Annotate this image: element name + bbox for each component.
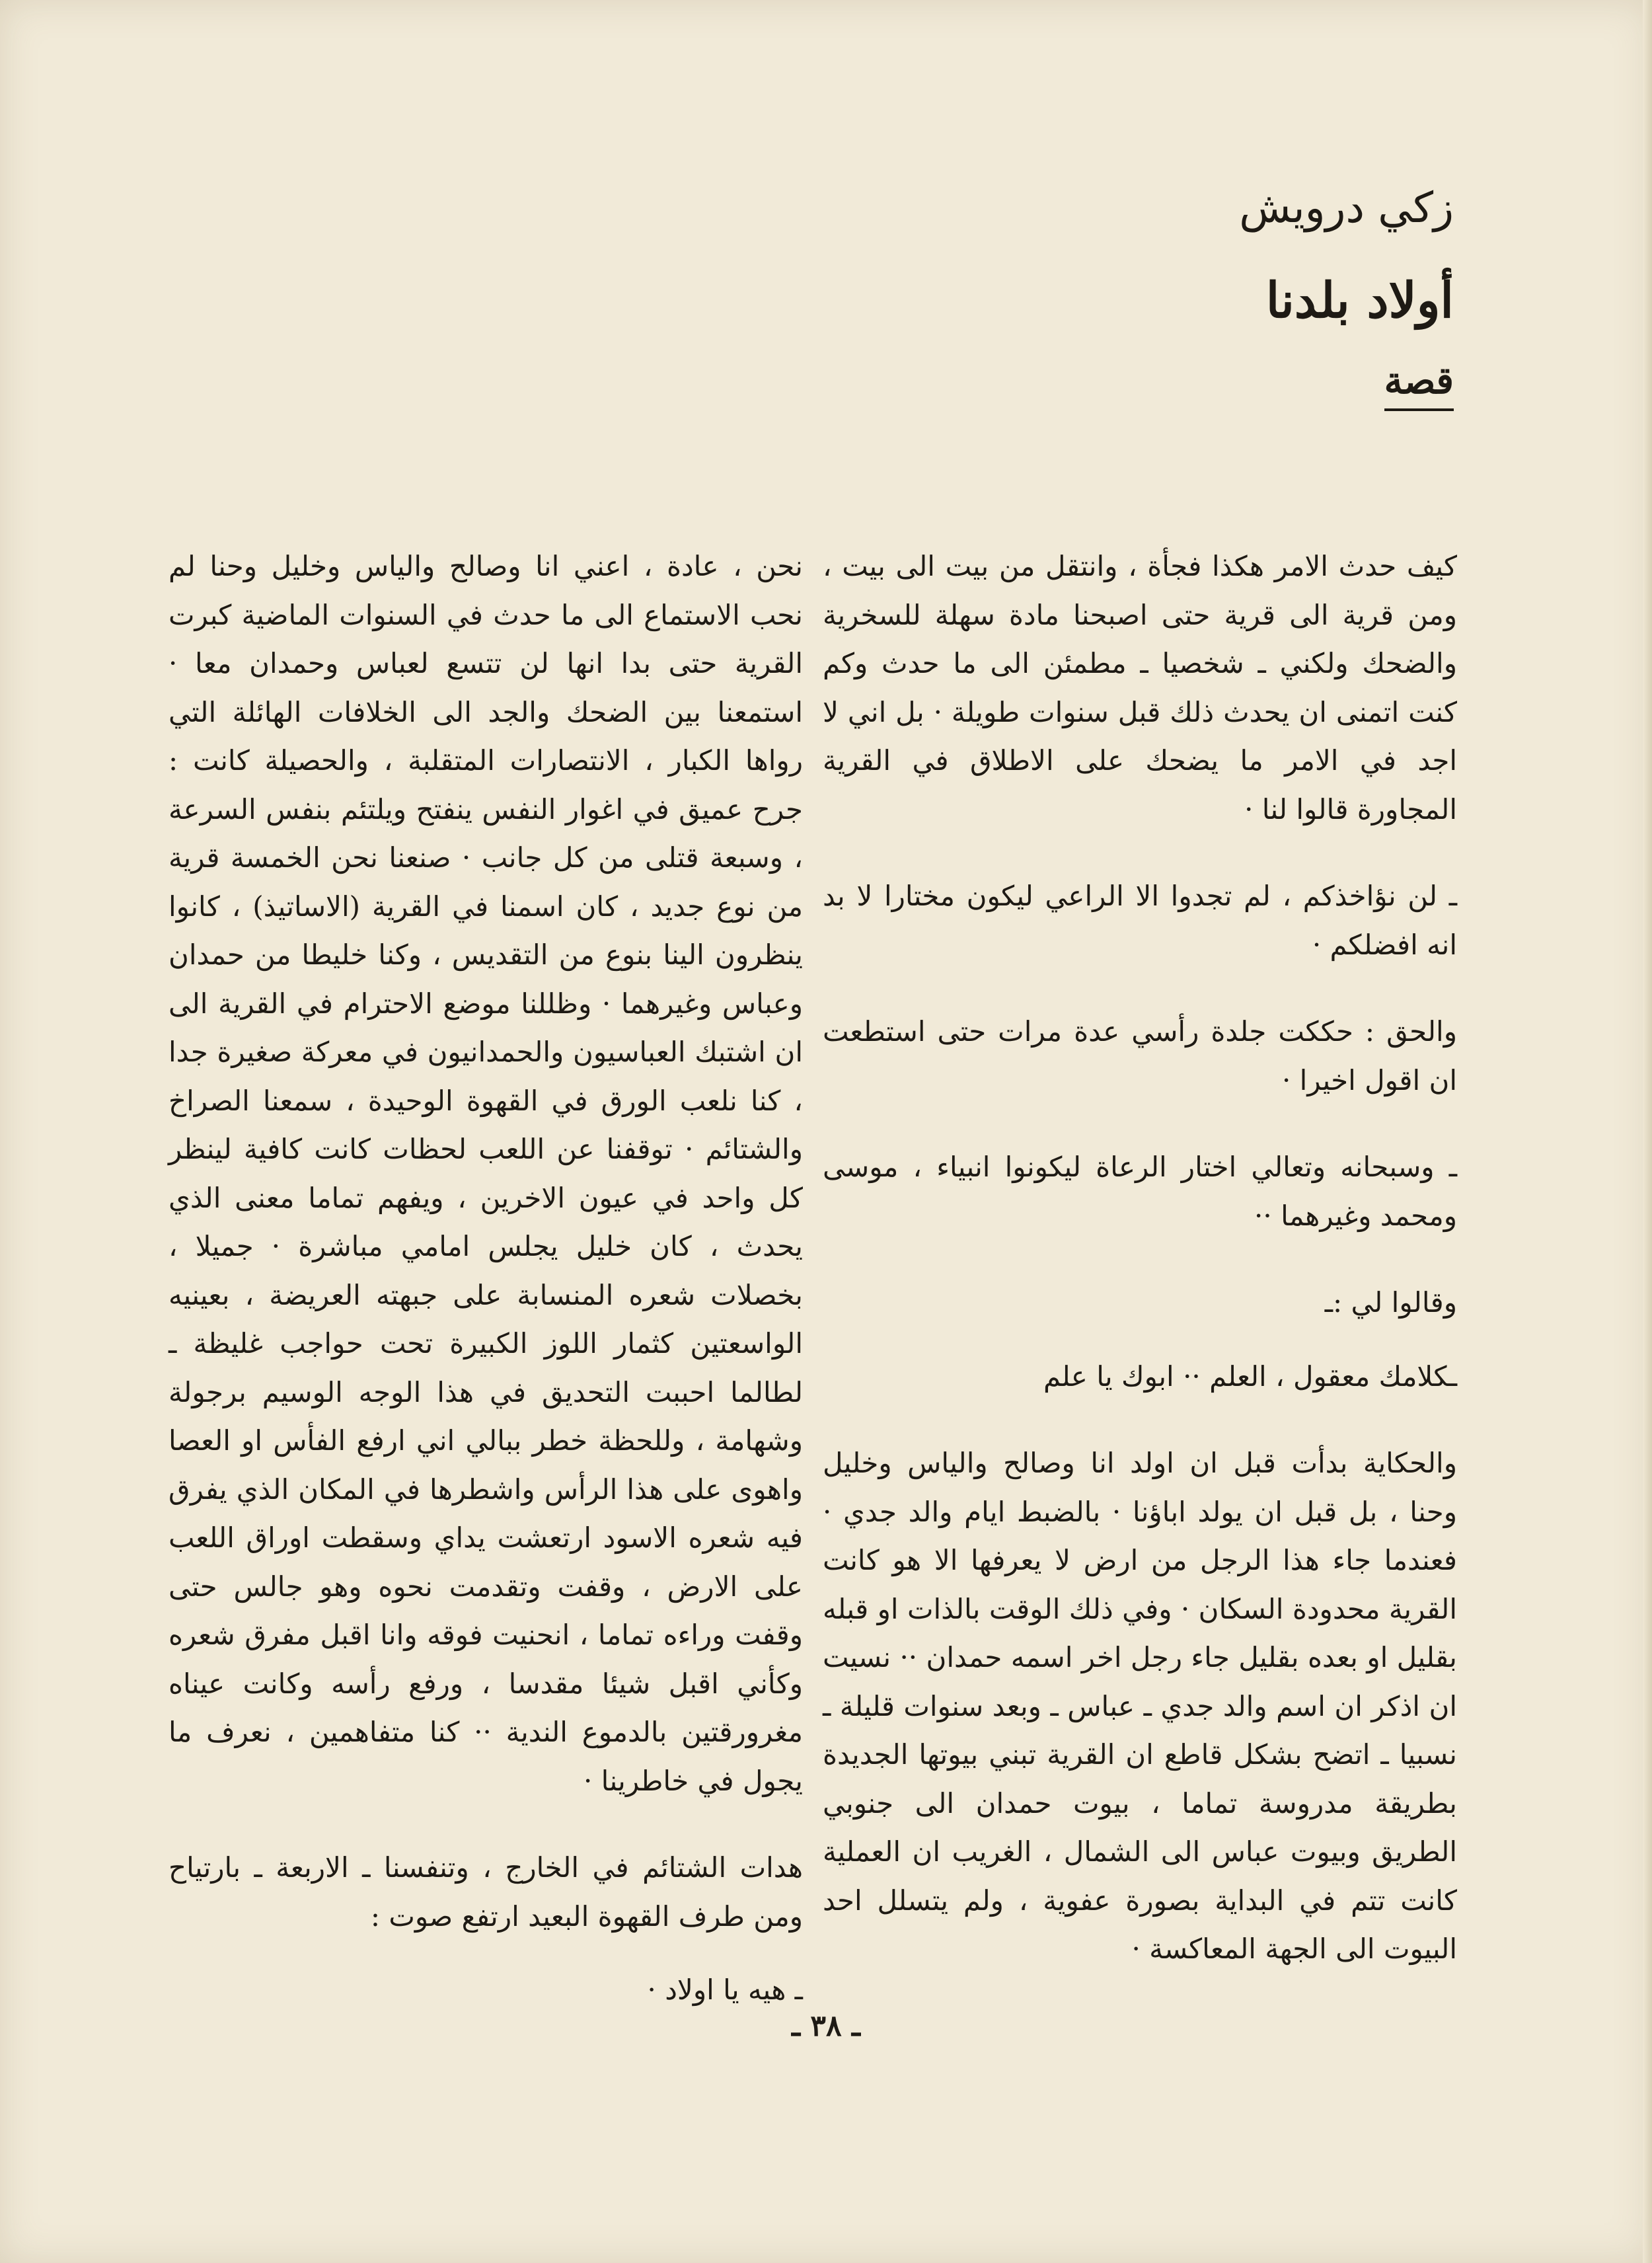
paragraph: نحن ، عادة ، اعني انا وصالح والياس وخليل وحنا لم نحب الاستماع الى ما حدث في السنوات الماضية كبرت القرية حتى بدا انها لن تتسع لعباس وحمدان معا · استمعنا بين الضحك والجد الى الخلافات الهائلة التي رواها الكبار ، الانتصارات المتقلبة ، والحصيلة كانت : جرح عميق في اغوار النفس ينفتح ويلتئم بنفس السرعة ، وسبعة قتلى من كل جانب · صنعنا نحن الخمسة قرية من نوع جديد ، كان اسمنا في القرية (الاساتيذ) ، كانوا ينظرون الينا بنوع من التقديس ، وكنا خليطا من حمدان وعباس وغيرهما · وظللنا موضع الاحترام في القرية الى ان اشتبك العباسيون والحمدانيون في معركة صغيرة جدا ، كنا نلعب الورق في القهوة الوحيدة ، سمعنا الصراخ والشتائم · توقفنا عن اللعب لحظات كانت كافية لينظر كل واحد في عيون الاخرين ، ويفهم تماما معنى الذي يحدث ، كان خليل يجلس امامي مباشرة · جميلا ، بخصلات شعره المنسابة على جبهته العريضة ، بعينيه الواسعتين كثمار اللوز الكبيرة تحت حواجب غليظة ـ لطالما احببت التحديق في هذا الوجه الوسيم برجولة وشهامة ، وللحظة خطر ببالي اني ارفع الفأس او العصا واهوى على هذا الرأس واشطرها في المكان الذي يفرق فيه شعره الاسود ارتعشت يداي وسقطت اوراق اللعب على الارض ، وقفت وتقدمت نحوه وهو جالس حتى وقفت وراءه تماما ، انحنيت فوقه وانا اقبل مفرق شعره وكأني اقبل شيئا مقدسا ، ورفع رأسه وكانت عيناه مغرورقتين بالدموع الندية ·· كنا متفاهمين ، نعرف ما يجول في خاطرينا · xyxy=(169,550,803,1797)
story-title: أولاد بلدنا xyxy=(1265,272,1454,329)
author-name: زكي درويش xyxy=(1239,184,1454,233)
left-column xyxy=(169,542,803,2053)
paragraph: ـكلامك معقول ، العلم ·· ابوك يا علم xyxy=(1043,1360,1457,1393)
paragraph: والحق : حككت جلدة رأسي عدة مرات حتى استطعت ان اقول اخيرا · xyxy=(823,1015,1457,1096)
page-number: ـ ٣٨ ـ xyxy=(792,2009,860,2043)
paragraph: والحكاية بدأت قبل ان اولد انا وصالح والياس وخليل وحنا ، بل قبل ان يولد اباؤنا · بالضبط ايام والد جدي · فعندما جاء هذا الرجل من ارض لا يعرفها الا هو كانت القرية محدودة السكان · وفي ذلك الوقت بالذات او قبله بقليل او بعده بقليل جاء رجل اخر اسمه حمدان ·· نسيت ان اذكر ان اسم والد جدي ـ عباس ـ وبعد سنوات قليلة ـ نسبيا ـ اتضح بشكل قاطع ان القرية تبني بيوتها الجديدة بطريقة مدروسة تماما ، بيوت حمدان الى جنوبي الطريق وبيوت عباس الى الشمال ، الغريب ان العملية كانت تتم في البداية بصورة عفوية ، ولم يتسلل احد البيوت الى الجهة المعاكسة · xyxy=(823,1447,1457,1965)
paragraph: ـ لن نؤاخذكم ، لم تجدوا الا الراعي ليكون مختارا لا بد انه افضلكم · xyxy=(823,880,1457,961)
paragraph: وقالوا لي :ـ xyxy=(1324,1286,1457,1319)
genre-label: قصة xyxy=(1384,354,1454,411)
paragraph: كيف حدث الامر هكذا فجأة ، وانتقل من بيت الى بيت ، ومن قرية الى قرية حتى اصبحنا مادة سهلة للسخرية والضحك ولكني ـ شخصيا ـ مطمئن الى ما حدث وكم كنت اتمنى ان يحدث ذلك قبل سنوات طويلة · بل اني لا اجد في الامر ما يضحك على الاطلاق في القرية المجاورة قالوا لنا · xyxy=(823,550,1457,825)
page-edge xyxy=(1643,0,1652,2263)
article-header xyxy=(859,178,1454,411)
paragraph: ـ وسبحانه وتعالي اختار الرعاة ليكونوا انبياء ، موسى ومحمد وغيرهما ·· xyxy=(823,1151,1457,1232)
paragraph: ـ هيه يا اولاد · xyxy=(647,1974,803,2006)
paragraph: هدات الشتائم في الخارج ، وتنفسنا ـ الاربعة ـ بارتياح ومن طرف القهوة البعيد ارتفع صوت : xyxy=(169,1851,803,1933)
right-column xyxy=(823,542,1457,2012)
